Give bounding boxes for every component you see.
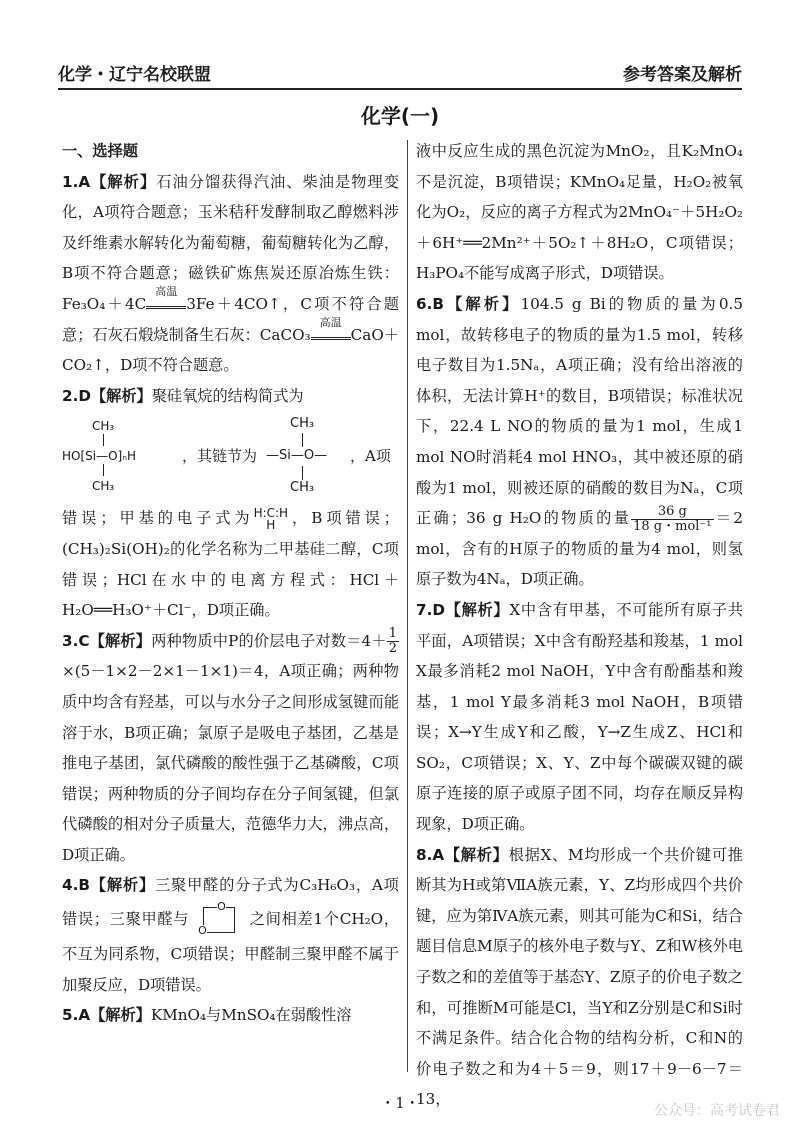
link-ch3-bottom: CH₃ (290, 480, 315, 496)
condition-1-label: 高温 (155, 284, 178, 298)
answer-4-text-a: 三聚甲醛的分子式为C₃H₆O₃，A项错误；三聚甲醛与 (62, 876, 399, 929)
answer-5-num: 5.A (62, 1006, 91, 1025)
fraction-water-num: 36 g (631, 505, 713, 520)
right-column (416, 136, 743, 1115)
answer-1-num: 1.A (62, 172, 91, 191)
answer-8-num: 8.A (416, 845, 445, 864)
struct-tail-text: ，A项 (350, 447, 391, 466)
answer-1-text-b: 3Fe＋4CO↑，C项不符合题意；石灰石煅烧制备生石灰：CaCO₃ (62, 294, 399, 344)
answer-2-num: 2.D (62, 386, 91, 405)
answer-1-text-c: CaO＋CO₂↑，D项不符合题意。 (62, 325, 399, 375)
fraction-half-num: 1 (388, 626, 397, 642)
link-ch3-top: CH₃ (290, 416, 315, 432)
ring-o-top: O (217, 900, 226, 914)
answer-2 (62, 381, 399, 412)
answer-6 (416, 289, 743, 595)
methyl-electron-formula (254, 507, 289, 531)
section-heading: 一、选择题 (62, 142, 138, 160)
struct-ch3-bottom: CH₃ (92, 479, 115, 494)
answer-3-tag: 【解析】 (89, 631, 152, 650)
answer-2-text-b: 错误；甲基的电子式为 (62, 509, 254, 528)
header-rule (58, 88, 742, 90)
condition-2-label: 高温 (319, 315, 342, 329)
answer-1-tag: 【解析】 (90, 172, 157, 191)
e-formula-row: H:C:H (253, 506, 289, 521)
struct-mid-text: ，其链节为 (182, 447, 258, 466)
page-number: ・1・ (380, 1094, 420, 1112)
answer-8-tag: 【解析】 (444, 845, 509, 864)
answer-6-text-b: ＝2 mol，含有的H原子的物质的量为4 mol，则氢原子数为4Nₐ，D项正确。 (416, 509, 743, 589)
answer-4-tag: 【解析】 (89, 876, 155, 895)
answer-5-text-a: KMnO₄与MnSO₄在弱酸性溶 (150, 1006, 352, 1025)
column-divider (407, 140, 408, 1072)
answer-8 (416, 840, 743, 1115)
answer-3-text-a: 两种物质中P的价层电子对数＝4＋ (151, 631, 387, 650)
fraction-half-den: 2 (388, 641, 397, 657)
answer-6-text-a: 104.5 g Bi的物质的量为0.5 mol，故转移电子的物质的量为1.5 mol，转移电子数目为1.5Nₐ，A项正确；没有给出溶液的体积，无法计算H⁺的数目，B项错误；标准状况下，22.4 L NO的物质的量为1 mol，生成1 mol NO时消耗4 mol HNO₃，其中被还原的硝酸为1 mol，则被还原的硝酸的数目为Nₐ，C项正确；36 g H₂O的物质的量 (416, 294, 744, 528)
answer-1 (62, 167, 399, 381)
polysiloxane-structure (62, 411, 399, 503)
answer-7-num: 7.D (416, 600, 445, 619)
page-title: 化学(一) (360, 104, 440, 128)
answer-2-text-c: ，B项错误；(CH₃)₂Si(OH)₂的化学名称为二甲基硅二醇，C项错误；HCl在水中的电离方程式：HCl＋H₂O══H₃O⁺＋Cl⁻，D项正确。 (62, 509, 399, 620)
header-left: 化学・辽宁名校联盟 (58, 65, 211, 85)
answer-3-text-b: ×(5－1×2－2×1－1×1)＝4，A项正确；两种物质中均含有羟基，可以与水分子之间形成氢键而能溶于水，B项正确；氯原子是吸电子基团，乙基是推电子基团，氯代磷酸的酸性强于乙基磷酸，C项错误；两种物质的分子间均存在分子间氢键，但氯代磷酸的相对分子质量大，范德华力大，沸点高，D项正确。 (62, 662, 399, 864)
answer-7-tag: 【解析】 (444, 600, 510, 619)
cyclic-ether-structure (189, 901, 249, 939)
answer-5-tag: 【解析】 (90, 1006, 151, 1025)
answer-4-num: 4.B (62, 876, 90, 895)
answer-3 (62, 626, 399, 871)
answer-5-cont: 液中反应生成的黑色沉淀为MnO₂，且K₂MnO₄不是沉淀，B项错误；KMnO₄足量，H₂O₂被氧化为O₂，反应的离子方程式为2MnO₄⁻＋5H₂O₂＋6H⁺══2Mn²⁺＋5O₂↑＋8H₂O，C项错误；H₃PO₄不能写成离子形式，D项错误。 (416, 142, 743, 283)
link-unit: —Si—O— (266, 448, 328, 464)
answer-2-cont (62, 503, 399, 625)
watermark: 公众号：高考试卷君 (654, 1103, 780, 1119)
answer-2-text-a: 聚硅氧烷的结构简式为 (151, 386, 304, 405)
answer-5 (62, 1000, 399, 1031)
fraction-half (387, 627, 399, 656)
left-column (62, 136, 399, 1031)
reaction-condition-2 (311, 315, 351, 340)
answer-6-tag: 【解析】 (443, 294, 521, 313)
reaction-condition-1 (146, 284, 186, 309)
answer-3-num: 3.C (62, 631, 90, 650)
answer-7 (416, 595, 743, 840)
ring-o-left: O (198, 924, 207, 938)
page-header (58, 60, 742, 88)
struct-chain: HO[Si—O]ₙH (62, 449, 137, 464)
fraction-water (631, 505, 713, 534)
answer-2-tag: 【解析】 (90, 386, 152, 405)
header-right: 参考答案及解析 (623, 65, 742, 85)
answer-4 (62, 870, 399, 1000)
answer-7-text: X中含有甲基，不可能所有原子共平面，A项错误；X中含有酚羟基和羧基，1 mol X最多消耗2 mol NaOH，Y中含有酚酯基和羧基，1 mol Y最多消耗3 mol NaOH，B项错误；X→Y生成Y和乙酸，Y→Z生成Z、HCl和SO₂，C项错误；X、Y、Z中每个碳碳双键的碳原子连接的原子或原子团不同，均存在顺反异构现象，D项正确。 (416, 600, 744, 834)
answer-1-text-a: 石油分馏获得汽油、柴油是物理变化，A项符合题意；玉米秸秆发酵制取乙醇燃料涉及纤维素水解转化为葡萄糖，葡萄糖转化为乙醇，B项不符合题意；磁铁矿炼焦炭还原冶炼生铁：Fe₃O₄＋4C (62, 172, 400, 313)
answer-4-text-b: 之间相差1个CH₂O，不互为同系物，C项错误；甲醛制三聚甲醛不属于加聚反应，D项错误。 (62, 910, 399, 994)
answer-6-num: 6.B (416, 294, 444, 313)
e-formula-h: H (266, 518, 276, 533)
fraction-water-den: 18 g・mol⁻¹ (633, 518, 712, 534)
struct-ch3-top: CH₃ (92, 419, 115, 434)
answer-8-text: 根据X、M均形成一个共价键可推断其为H或第ⅦA族元素，Y、Z均形成四个共价键，应为第ⅣA族元素，则其可能为C和Si，结合题目信息M原子的核外电子数与Y、Z和W核外电子数之和的差值等于基态Y、Z原子的价电子数之和，可推断M可能是Cl，当Y和Z分别是C和Si时不满足条件。结合化合物的结构分析，C和N的价电子数之和为4＋5＝9，则17＋9－6－7＝13， (416, 845, 743, 1109)
